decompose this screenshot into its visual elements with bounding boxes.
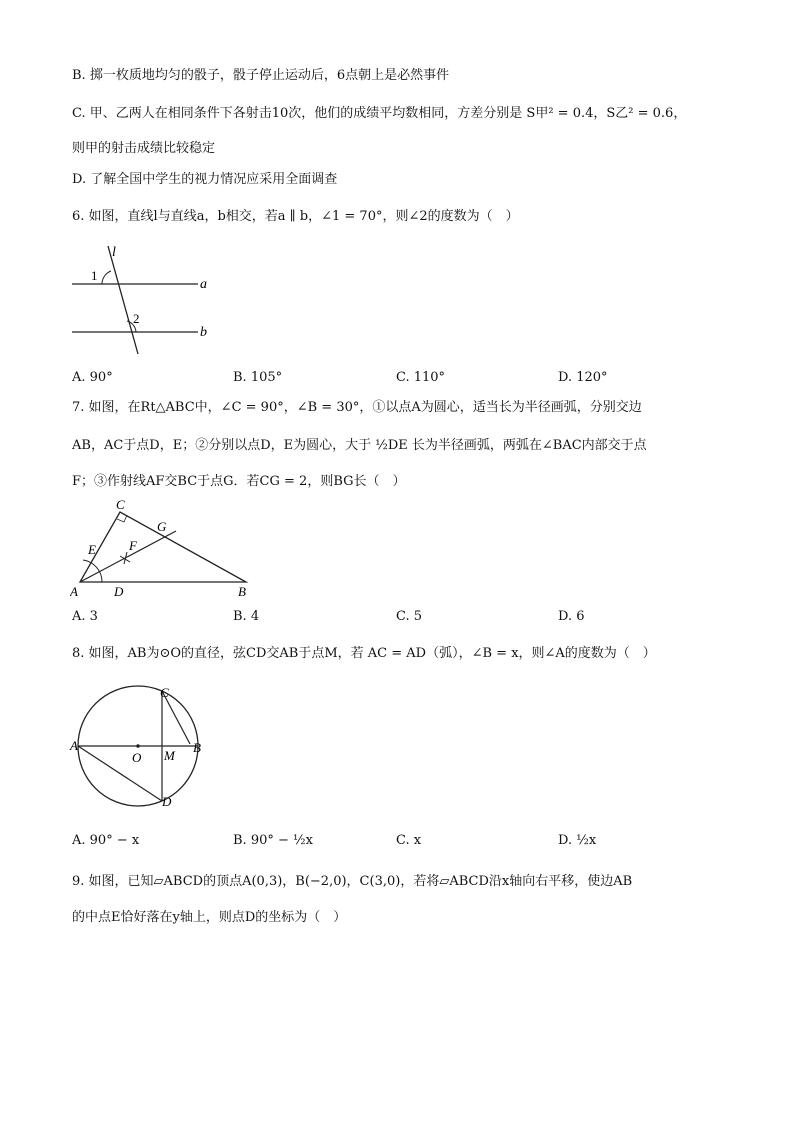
label-g: G [157, 519, 167, 534]
angle-1-arc [102, 271, 111, 284]
label-a: A [70, 738, 78, 753]
q9-stem-line1: 9. 如图，已知▱ABCD的顶点A(0,3)，B(−2,0)，C(3,0)，若将▱ABCD沿x轴向右平移，使边AB [72, 874, 633, 889]
label-angle-2: 2 [133, 311, 140, 326]
label-l: l [112, 245, 116, 260]
q6-stem: 6. 如图，直线l与直线a，b相交，若a ∥ b，∠1 = 70°，则∠2的度数为（ ） [72, 209, 519, 224]
q6-option-b: B. 105° [233, 370, 283, 385]
q7-figure [70, 498, 260, 600]
q7-stem-line3: F；③作射线AF交BC于点G．若CG = 2，则BG长（ ） [72, 474, 406, 489]
center-dot [136, 744, 140, 748]
q7-stem-line2: AB，AC于点D，E；②分别以点D，E为圆心，大于 ½DE 长为半径画弧，两弧在∠BAC内部交于点 [72, 438, 647, 453]
label-d: D [162, 794, 172, 808]
label-f: F [129, 538, 137, 553]
q7-option-b: B. 4 [233, 609, 260, 624]
label-angle-1: 1 [91, 268, 98, 283]
q7-option-d: D. 6 [558, 609, 585, 624]
q9-stem-line2: 的中点E恰好落在y轴上，则点D的坐标为（ ） [72, 910, 347, 925]
q8-figure [66, 682, 216, 808]
q7-option-a: A. 3 [72, 609, 98, 624]
q6-option-a: A. 90° [72, 370, 113, 385]
q5-option-c-line2: 则甲的射击成绩比较稳定 [72, 141, 216, 156]
q5-option-b: B. 掷一枚质地均匀的骰子，骰子停止运动后，6点朝上是必然事件 [72, 68, 450, 83]
label-a: A [70, 584, 78, 599]
q5-option-d: D. 了解全国中学生的视力情况应采用全面调查 [72, 172, 338, 187]
label-e: E [88, 542, 96, 557]
label-b: B [193, 740, 201, 755]
q6-option-d: D. 120° [558, 370, 608, 385]
q5-option-c-line1: C. 甲、乙两人在相同条件下各射击10次，他们的成绩平均数相同，方差分别是 S甲² = 0.4，S乙² = 0.6， [72, 106, 687, 121]
q8-option-d: D. ½x [558, 833, 597, 848]
segment-ad [78, 746, 162, 801]
line-l [108, 246, 138, 354]
label-m: M [164, 748, 175, 763]
q8-option-b: B. 90° − ½x [233, 833, 313, 848]
label-b: B [238, 584, 246, 599]
right-angle-c [117, 515, 127, 522]
q7-option-c: C. 5 [396, 609, 423, 624]
label-c: C [116, 498, 125, 512]
q7-stem-line1: 7. 如图，在Rt△ABC中，∠C = 90°，∠B = 30°，①以点A为圆心，适当长为半径画弧，分别交边 [72, 400, 642, 415]
q8-stem: 8. 如图，AB为⊙O的直径，弦CD交AB于点M，若 AC = AD（弧），∠B = x，则∠A的度数为（ ） [72, 646, 656, 661]
q6-figure [70, 240, 220, 360]
label-o: O [132, 750, 142, 765]
label-a: a [200, 277, 207, 292]
label-c: C [160, 685, 169, 700]
q6-option-c: C. 110° [396, 370, 446, 385]
label-d: D [114, 584, 124, 599]
q8-option-c: C. x [396, 833, 422, 848]
label-b: b [200, 325, 207, 340]
q8-option-a: A. 90° − x [72, 833, 140, 848]
